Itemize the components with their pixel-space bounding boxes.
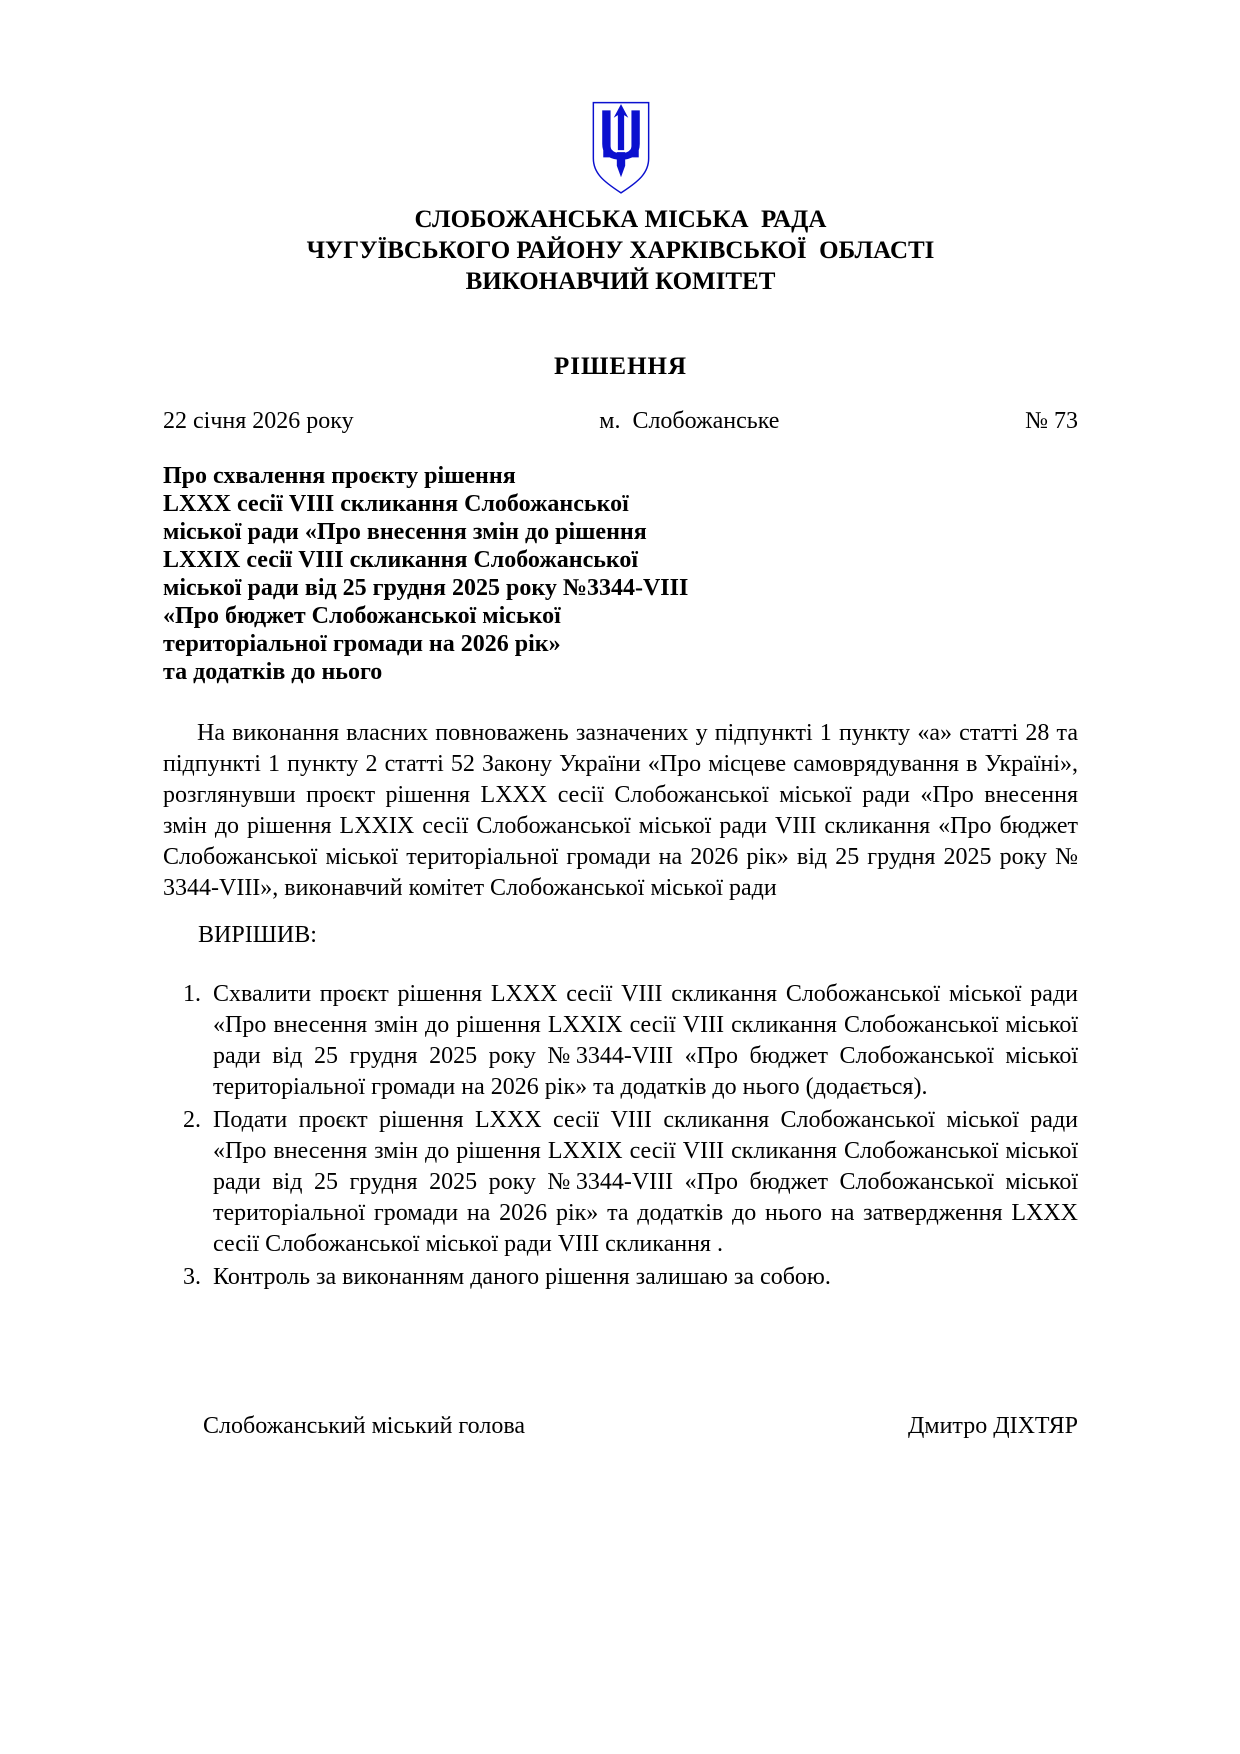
trident-icon <box>602 104 640 177</box>
document-type-heading: РІШЕННЯ <box>553 353 688 380</box>
resolution-item-3 <box>163 1262 1078 1293</box>
title-line-6: «Про бюджет Слобожанської міської <box>163 603 561 629</box>
title-line-4: LXXIX сесії VIII скликання Слобожанської <box>163 547 639 573</box>
coat-of-arms-ukraine <box>589 100 653 196</box>
title-line-2: LXXX сесії VIII скликання Слобожанської <box>163 491 629 517</box>
resolution-item-2 <box>163 1105 1078 1260</box>
preamble-paragraph: На виконання власних повноважень зазначених у підпункті 1 пункту «а» статті 28 та підпункті 1 пункту 2 статті 52 Закону України «Про місцеве самоврядування в Україні», розглянувши проєкт рішення LXXX сесії Слобожанської міської ради «Про внесення змін до рішення LXXIX сесії Слобожанської міської ради VIII скликання «Про бюджет Слобожанської міської територіальної громади на 2026 рік» від 25 грудня 2025 року № 3344-VIII», виконавчий комітет Слобожанської міської ради <box>163 720 1078 901</box>
organization-header <box>163 204 1078 297</box>
org-name-line2: ЧУГУЇВСЬКОГО РАЙОНУ ХАРКІВСЬКОЇ ОБЛАСТІ <box>306 237 935 264</box>
decision-title <box>163 462 763 686</box>
signatory-position: Слобожанський міський голова <box>203 1413 525 1439</box>
item-number: 3. <box>183 1264 201 1290</box>
document-place: м. Слобожанське <box>599 408 780 434</box>
resolved-label: ВИРІШИВ: <box>198 922 317 948</box>
item-text: Схвалити проєкт рішення LXXX сесії VIII скликання Слобожанської міської ради «Про внесення змін до рішення LXXIX сесії VIII скликання Слобожанської міської ради від 25 грудня 2025 року №3344-VIII «Про бюджет Слобожанської міської територіальної громади на 2026 рік» та додатків до нього (додається). <box>213 981 1078 1100</box>
resolution-items <box>163 979 1078 1293</box>
item-number: 1. <box>183 981 201 1007</box>
title-line-1: Про схвалення проєкту рішення <box>163 463 516 489</box>
trident-emblem-icon <box>589 100 653 196</box>
item-number: 2. <box>183 1107 201 1133</box>
meta-row <box>163 406 1078 436</box>
signature-row <box>163 1411 1078 1442</box>
document-date: 22 січня 2026 року <box>163 408 354 434</box>
resolution-item-1 <box>163 979 1078 1103</box>
document-number: № 73 <box>1025 408 1078 434</box>
item-text: Контроль за виконанням даного рішення залишаю за собою. <box>213 1264 831 1290</box>
title-line-5: міської ради від 25 грудня 2025 року №3344-VIII <box>163 575 689 601</box>
org-name-line3: ВИКОНАВЧИЙ КОМІТЕТ <box>465 268 776 295</box>
title-line-3: міської ради «Про внесення змін до рішення <box>163 519 647 545</box>
signatory-name: Дмитро ДІХТЯР <box>908 1413 1078 1439</box>
title-line-8: та додатків до нього <box>163 659 383 685</box>
title-line-7: територіальної громади на 2026 рік» <box>163 631 561 657</box>
org-name-line1: СЛОБОЖАНСЬКА МІСЬКА РАДА <box>414 206 827 233</box>
item-text: Подати проєкт рішення LXXX сесії VIII скликання Слобожанської міської ради «Про внесення змін до рішення LXXIX сесії VIII скликання Слобожанської міської ради від 25 грудня 2025 року №3344-VIII «Про бюджет Слобожанської міської територіальної громади на 2026 рік» та додатків до нього на затвердження LXXX сесії Слобожанської міської ради VIII скликання . <box>213 1107 1078 1257</box>
